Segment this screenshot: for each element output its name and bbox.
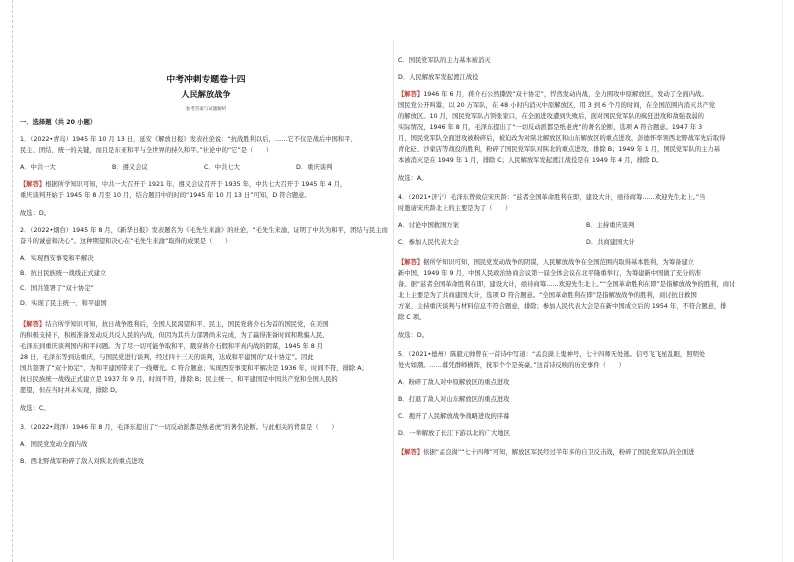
column-divider [393,40,394,560]
q4-explanation-line2: 新中国，1949 年 9 月，中国人民政治协商会议第一届全体会议在北平隆重举行，为筹建新中国做了充分的准 [398,270,702,277]
q3-option-a: A．国民党发动全面内战 [20,441,88,448]
q3-explanation-line6: 青化砭、沙家店等战役的胜利，粉碎了国民党军队对陕北的重点进攻，排除 B；1949 年 1 月，国民党军队的主力基 [398,146,721,153]
q4-option-b: B．主持重庆谈判 [586,222,635,229]
q3-explanation-line1: 【解答】1946 年 6 月，蒋介石公然撕毁“双十协定”，悍然发动内战，全力围攻中原解放区，发动了全面内战。 [398,91,708,98]
q3-explanation-line3: 的解放区。10 月，国民党军队占领张家口，在全面进攻遭到失败后，面对国民党军队的疯狂进攻和敌强我弱的 [398,113,704,120]
page-edge [782,0,783,562]
q3-option-d: D．人民解放军发起渡江战役 [398,74,479,81]
q2-explanation-line6: 抗日民族统一战线正式建立是 1937 年 9 月，时间不符，排除 B；民主统一、和平建国是中国共产党和全国人民的 [20,376,338,383]
q2-explanation-line5: 国共签署了“双十协定”，为和平建国带来了一线曙光。C 符合题意；实现西安事变和平解决是 1936 年，时间不符，排除 A； [20,365,368,372]
q1-explanation-line2: 重庆谈判开始于 1945 年 8 月至 10 月，结合题目中的时间“1945 年 10 月 13 日”可知，D 符合题意。 [20,192,311,199]
q3-answer: 故选：A。 [398,175,428,182]
q4-option-d: D．共商建国大计 [586,239,635,246]
document-subtitle: 人民解放战争 [181,89,231,99]
explanation-tag: 【解答】 [20,321,46,328]
q5-option-c: C．揭开了人民解放战争战略进攻的序幕 [398,413,510,420]
q4-explanation-line4: 北上主要是为了共商建国大计，选项 D 符合题意。“全国革命胜利在即”是指解放战争的胜利，商讨抗日救国 [398,292,697,299]
q3-explanation-line2: 国民党公开叫嚣，以 20 万军队，在 48 小时内消灭中原解放区，用 3 到 6 个月的时间，在全国范围内消灭共产党 [398,102,716,109]
q1-explanation-line1: 【解答】根据所学知识可知，中共一大召开于 1921 年，遵义会议召开于 1935 年，中共七大召开于 1945 年 4 月， [20,181,347,188]
q2-stem-line2: 奋斗的诚意和决心”。这种期望和决心在“毛先生来渝”取得的成果是（ ） [20,238,232,245]
explanation-tag: 【解答】 [398,449,424,456]
q3-stem-line1: 3．（2022•菏泽）1946 年 8 月，毛泽东提出了“一切反动派都是纸老虎”的著名论断。与此相关的背景是（ ） [20,424,338,431]
q5-option-d: D．一举解放了长江下游以北的广大地区 [398,430,510,437]
q2-explanation-line2: 的积极支持下，积极准备发动反共反人民的内战，但因为其兵力部署尚未完成，为了赢得准备时间和欺骗人民， [20,332,329,339]
q4-answer: 故选：D。 [398,332,429,339]
section-heading: 一．选择题（共 20 小题） [20,119,97,126]
document-title: 中考冲刺专题卷十四 [166,75,246,85]
q2-stem-line1: 2．（2022•烟台）1945 年 8 月，《新华日报》发表题名为《毛先生来渝》的社论，“毛先生来渝，证明了中共为和平，团结与民主而 [20,227,388,234]
q3-explanation-line4: 实际情况，1946 年 8 月，毛泽东提出了“一切反动派都是纸老虎”的著名论断，选项 A 符合题意。1947 年 3 [398,124,703,131]
q5-option-a: A．粉碎了敌人对中原解放区的重点进攻 [398,379,510,386]
answer-key-heading: 参考答案与试题解析 [185,107,227,112]
q2-explanation-line7: 愿望，但在当时并未实现，排除 D。 [20,387,122,394]
q4-explanation-line1: 【解答】据所学知识可知，国民党发动战争的阴谋，人民解放战争在全国范围内取得基本胜利，为筹备建立 [398,259,694,266]
q4-explanation-line5: 方案、主持重庆谈判与材料信息不符合题意，排除；参加人民代表大会是在新中国成立后的 1954 年，不符合题意，排 [398,303,727,310]
q1-answer: 故选：D。 [20,210,51,217]
q1-option-a: A．中共一大 [20,164,56,171]
q4-explanation-line6: 除 C 项。 [398,314,426,321]
q2-explanation-line3: 毛泽东到重庆谈判国内和平问题。为了尽一切可能争取和平，戳穿蒋介石假和平真内战的阴谋，1945 年 8 月 [20,343,324,350]
q4-stem-line1: 4．（2021•济宁）毛泽东曾致信宋庆龄：“兹者全国革命胜利在即，建设大计，亟待商筹……欢迎先生北上。”当 [398,194,706,201]
q5-option-b: B．打退了敌人对山东解放区的重点进攻 [398,396,510,403]
q2-option-d: D．实现了民主统一、和平建国 [20,300,107,307]
q3-option-c: C．国民党军队的主力基本被消灭 [398,57,491,64]
explanation-tag: 【解答】 [398,91,424,98]
q5-explanation-line1: 【解答】依据“孟良崮”“七十四师”可知，解放区军民经过半年多的自卫反击战，粉碎了国民党军队的全面进 [398,449,695,456]
q5-stem-line1: 5．（2021•德州）陈毅元帅曾在一首诗中写道：“孟良崮上鬼神号，七十四师无处逃。信号飞飞星乱眼，照明处 [398,351,706,358]
q2-option-b: B．抗日民族统一战线正式建立 [20,270,107,277]
q3-explanation-line5: 月，国民党军队全面进攻被粉碎后，被迫改为对陕北解放区和山东解放区的重点进攻，彭德怀率领西北野战军先后取得 [398,135,726,142]
q1-option-d: D．重庆谈判 [296,164,333,171]
explanation-tag: 【解答】 [20,181,46,188]
q3-explanation-line7: 本被消灭是在 1949 年 1 月，排除 C；人民解放军发起渡江战役是在 1949 年 4 月，排除 D。 [398,157,663,164]
q2-option-a: A．实现西安事变和平解决 [20,255,94,262]
q2-option-c: C．国共签署了“双十协定” [20,285,94,292]
q2-explanation-line4: 28 日，毛泽东等到达重庆，与国民党进行谈判，经过四十三天的谈判，达成和平建国的“双十协定”。因此 [20,354,314,361]
q4-option-c: C．参加人民代表大会 [398,239,460,246]
q1-option-b: B．遵义会议 [112,164,148,171]
q1-stem-line2: 民主、团结、统一的关键，而且是东亚和平与全世界的持久和平。”社论中的“它”是（ ） [20,147,273,154]
q1-option-c: C．中共七大 [204,164,240,171]
q2-answer: 故选：C。 [20,405,50,412]
explanation-tag: 【解答】 [398,259,424,266]
q4-stem-line2: 时邀请宋庆龄北上的主要是为了（ ） [398,205,512,212]
q1-stem-line1: 1．（2022•青岛）1945 年 10 月 13 日，延安《解放日报》发表社论说：“抗战胜利以后，……它不仅是战后中国和平、 [20,136,357,143]
q5-stem-line2: 处火如潮。……暮凭群师横阵，抚军个个是英豪。”这首诗反映的历史事件（ ） [398,362,625,369]
q4-option-a: A．讨论中国救国方案 [398,222,459,229]
q2-explanation-line1: 【解答】结合所学知识可知，抗日战争胜利后，全国人民渴望和平、民主，国民党蒋介石为首的国民党，在美国 [20,321,329,328]
q4-explanation-line3: 备。据“兹者全国革命胜利在即，建设大计，亟待商筹……欢迎先生北上。”“全国革命胜利在即”是指解放战争的胜利，商讨 [398,281,736,288]
q3-option-b: B．西北野战军粉碎了敌人对陕北的重点进攻 [20,458,144,465]
binding-margin [4,0,13,562]
